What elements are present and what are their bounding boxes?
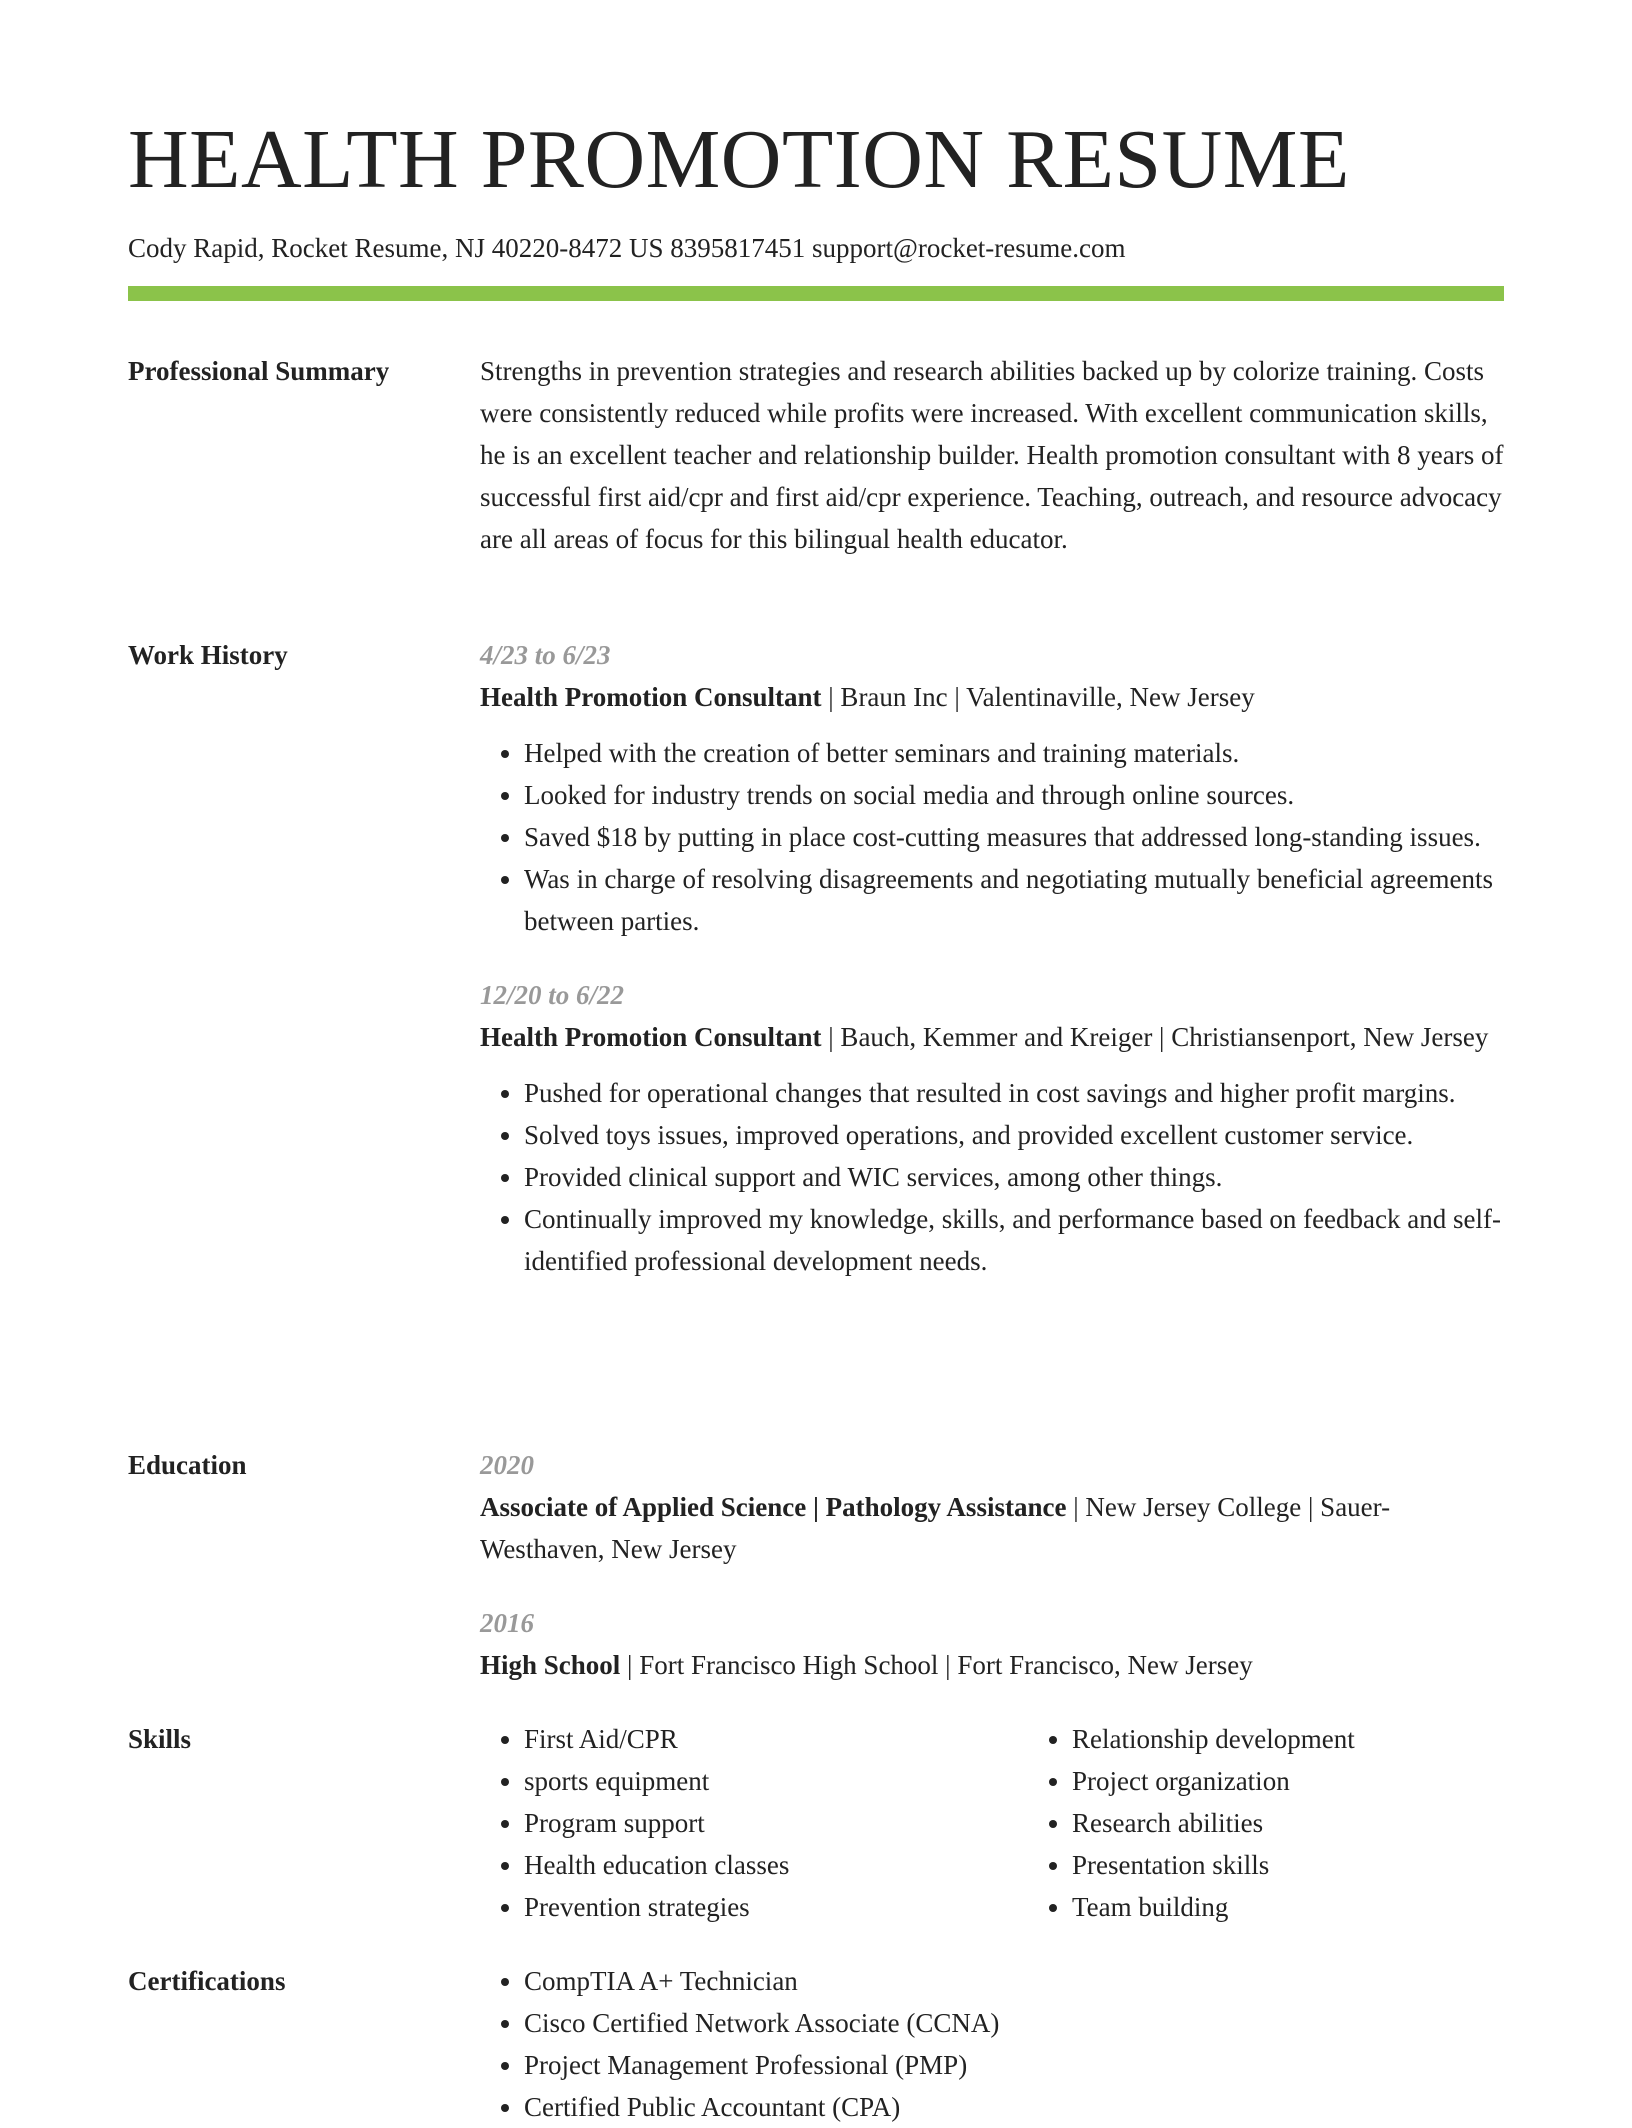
- list-item: • Looked for industry trends on social media and through online sources.: [524, 774, 1504, 816]
- skills-section: [480, 1718, 1504, 1928]
- degree-title: High School: [480, 1650, 621, 1680]
- resume-title: HEALTH PROMOTION RESUME: [128, 113, 1350, 206]
- job-employer-location: | Bauch, Kemmer and Kreiger | Christiansenport, New Jersey: [821, 1022, 1489, 1052]
- skills-list-left: [480, 1718, 1028, 1928]
- skill-item: • Presentation skills: [1072, 1844, 1355, 1886]
- section-label-work: Work History: [128, 640, 288, 670]
- skill-item: • Program support: [524, 1802, 1028, 1844]
- job-employer-location: | Braun Inc | Valentinaville, New Jersey: [821, 682, 1255, 712]
- skill-item: • Relationship development: [1072, 1718, 1355, 1760]
- work-entry: [480, 974, 1504, 1282]
- summary-text: Strengths in prevention strategies and research abilities backed up by colorize training. Costs were consistently reduced while profits were increased. With excellent communication skills, he is an excellent teacher and relationship builder. Health promotion consultant with 8 years of successful first aid/cpr and first aid/cpr experience. Teaching, outreach, and resource advocacy are all areas of focus for this bilingual health educator.: [480, 356, 1504, 554]
- education-heading: [480, 1644, 1504, 1686]
- entry-spacer: [480, 1570, 1504, 1602]
- job-dates: 4/23 to 6/23: [480, 640, 611, 670]
- skill-item: • Prevention strategies: [524, 1886, 1028, 1928]
- job-title: Health Promotion Consultant: [480, 1022, 822, 1052]
- education-entry: [480, 1444, 1504, 1570]
- job-heading: [480, 676, 1504, 718]
- skill-item: • Team building: [1072, 1886, 1355, 1928]
- certification-item: • Certified Public Accountant (CPA): [524, 2086, 1504, 2128]
- skill-item: • First Aid/CPR: [524, 1718, 1028, 1760]
- degree-title: Associate of Applied Science | Pathology Assistance: [480, 1492, 1067, 1522]
- skills-list-right: [1028, 1718, 1355, 1928]
- list-item: • Solved toys issues, improved operations, and provided excellent customer service.: [524, 1114, 1504, 1156]
- entry-spacer: [480, 942, 1504, 974]
- list-item: • Continually improved my knowledge, skills, and performance based on feedback and self-identified professional development needs.: [524, 1198, 1504, 1282]
- job-title: Health Promotion Consultant: [480, 682, 822, 712]
- certification-item: • CompTIA A+ Technician: [524, 1960, 1504, 2002]
- education-entry: [480, 1602, 1504, 1686]
- skill-item: • sports equipment: [524, 1760, 1028, 1802]
- accent-divider: [128, 286, 1504, 301]
- education-year: 2020: [480, 1450, 534, 1480]
- list-item: • Helped with the creation of better seminars and training materials.: [524, 732, 1504, 774]
- job-duties: [480, 732, 1504, 942]
- certification-item: • Cisco Certified Network Associate (CCNA): [524, 2002, 1504, 2044]
- list-item: • Saved $18 by putting in place cost-cutting measures that addressed long-standing issues.: [524, 816, 1504, 858]
- list-item: • Pushed for operational changes that resulted in cost savings and higher profit margins.: [524, 1072, 1504, 1114]
- job-dates: 12/20 to 6/22: [480, 980, 625, 1010]
- contact-line: Cody Rapid, Rocket Resume, NJ 40220-8472 US 8395817451 support@rocket-resume.com: [128, 233, 1126, 263]
- school-location: | New Jersey College | Sauer-Westhaven, New Jersey: [480, 1492, 1391, 1564]
- section-label-skills: Skills: [128, 1724, 192, 1754]
- section-label-summary: Professional Summary: [128, 356, 390, 386]
- certifications-section: [480, 1960, 1504, 2128]
- skill-item: • Project organization: [1072, 1760, 1355, 1802]
- list-item: • Was in charge of resolving disagreements and negotiating mutually beneficial agreements between parties.: [524, 858, 1504, 942]
- list-item: • Provided clinical support and WIC services, among other things.: [524, 1156, 1504, 1198]
- work-history-section: [480, 634, 1504, 1282]
- education-year: 2016: [480, 1608, 534, 1638]
- section-label-education: Education: [128, 1450, 247, 1480]
- school-location: | Fort Francisco High School | Fort Francisco, New Jersey: [620, 1650, 1253, 1680]
- certifications-list: [480, 1960, 1504, 2128]
- section-label-certifications: Certifications: [128, 1966, 286, 1996]
- certification-item: • Project Management Professional (PMP): [524, 2044, 1504, 2086]
- skill-item: • Research abilities: [1072, 1802, 1355, 1844]
- education-section: [480, 1444, 1504, 1686]
- education-heading: [480, 1486, 1504, 1570]
- job-heading: [480, 1016, 1504, 1058]
- summary-section: [480, 350, 1504, 560]
- work-entry: [480, 634, 1504, 942]
- skills-columns: [480, 1718, 1504, 1928]
- skill-item: • Health education classes: [524, 1844, 1028, 1886]
- job-duties: [480, 1072, 1504, 1282]
